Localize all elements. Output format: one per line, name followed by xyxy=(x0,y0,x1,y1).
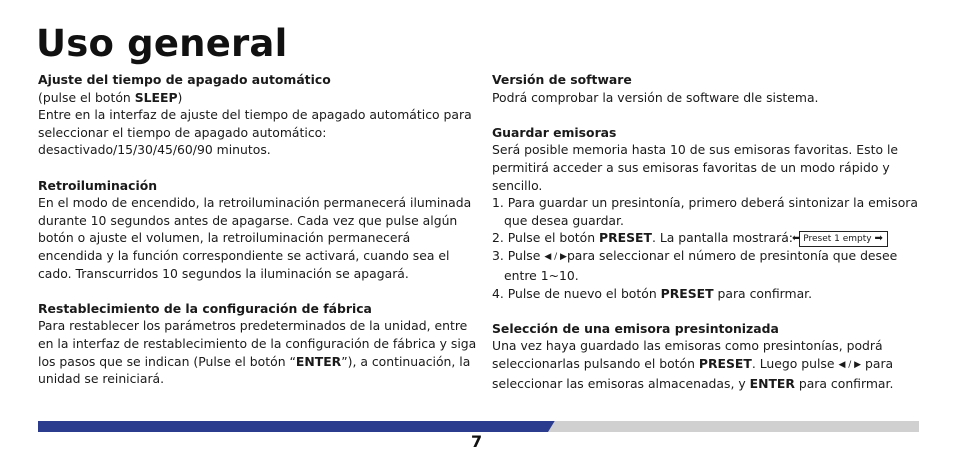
key-preset: PRESET xyxy=(660,285,714,301)
section-body: Una vez haya guardado las emisoras como presintonías, podrá seleccionarlas pulsando el botón PRESET. Luego pulse ◀ / ▶ para seleccionar las emisoras almacenadas, y ENTER para confirmar. xyxy=(492,338,894,391)
section-heading: Selección de una emisora presintonizada xyxy=(492,320,779,336)
section-heading: Restablecimiento de la configuración de fábrica xyxy=(38,300,372,316)
prev-next-icons: ◀ / ▶ xyxy=(838,359,862,370)
arrow-left-icon: ⬅ xyxy=(791,233,801,245)
section-body: Para restablecer los parámetros predeterminados de la unidad, entre en la interfaz de restablecimiento de la configuración de fábrica y siga los pasos que se indican (Pulse el botón “ENTER”), a continuación, la unidad se reiniciará. xyxy=(38,318,477,387)
section-heading: Guardar emisoras xyxy=(492,124,617,140)
section-factory-reset xyxy=(38,300,478,388)
step-2: 2. Pulse el botón PRESET. La pantalla mostrará:⬅ Preset 1 empty ➡ xyxy=(492,229,920,247)
step-4: 4. Pulse de nuevo el botón PRESET para confirmar. xyxy=(492,285,813,301)
footer-band-blue xyxy=(38,421,558,432)
section-intro: Será posible memoria hasta 10 de sus emisoras favoritas. Esto le permitirá acceder a sus emisoras favoritas de un modo rápido y sencillo. xyxy=(492,142,899,193)
step-1: 1. Para guardar un presintonía, primero deberá sintonizar la emisora que desea guardar. xyxy=(492,195,918,228)
key-preset: PRESET xyxy=(698,355,752,371)
section-sleep xyxy=(38,71,478,159)
section-software-version xyxy=(492,71,920,106)
section-body: En el modo de encendido, la retroiluminación permanecerá iluminada durante 10 segundos antes de apagarse. Cada vez que pulse algún botón o ajuste el volumen, la retroiluminación permanecerá encendida y la función correspondiente se activará, cuando sea el cado. Transcurridos 10 segundos la iluminación se apagará. xyxy=(38,195,472,281)
key-preset: PRESET xyxy=(599,230,652,246)
section-body: Podrá comprobar la versión de software dle sistema. xyxy=(492,89,819,105)
key-enter: ENTER xyxy=(749,375,795,391)
footer-band-grey xyxy=(548,421,919,432)
section-backlight xyxy=(38,177,478,283)
section-note: (pulse el botón SLEEP) xyxy=(38,89,183,105)
section-select-preset xyxy=(492,320,920,392)
step-3: 3. Pulse ◀ / ▶para seleccionar el número de presintonía que desee entre 1~10. xyxy=(492,248,898,283)
display-preview xyxy=(791,231,888,247)
page-number: 7 xyxy=(471,432,483,451)
key-sleep: SLEEP xyxy=(134,89,178,105)
arrow-right-icon: ➡ xyxy=(874,233,883,245)
page-title: Uso general xyxy=(36,22,288,65)
left-column xyxy=(38,71,478,405)
section-heading: Versión de software xyxy=(492,72,632,87)
right-column xyxy=(492,71,920,410)
key-enter: ENTER xyxy=(295,353,342,369)
section-heading: Ajuste del tiempo de apagado automático xyxy=(38,72,331,87)
display-text: Preset 1 empty xyxy=(803,234,872,245)
section-save-stations xyxy=(492,124,920,302)
prev-next-icons: ◀ / ▶ xyxy=(544,252,567,263)
section-body: Entre en la interfaz de ajuste del tiempo de apagado automático para seleccionar el tiempo de apagado automático: desactivado/15/30/45/60/90 minutos. xyxy=(38,107,472,158)
section-heading: Retroiluminación xyxy=(38,177,158,193)
